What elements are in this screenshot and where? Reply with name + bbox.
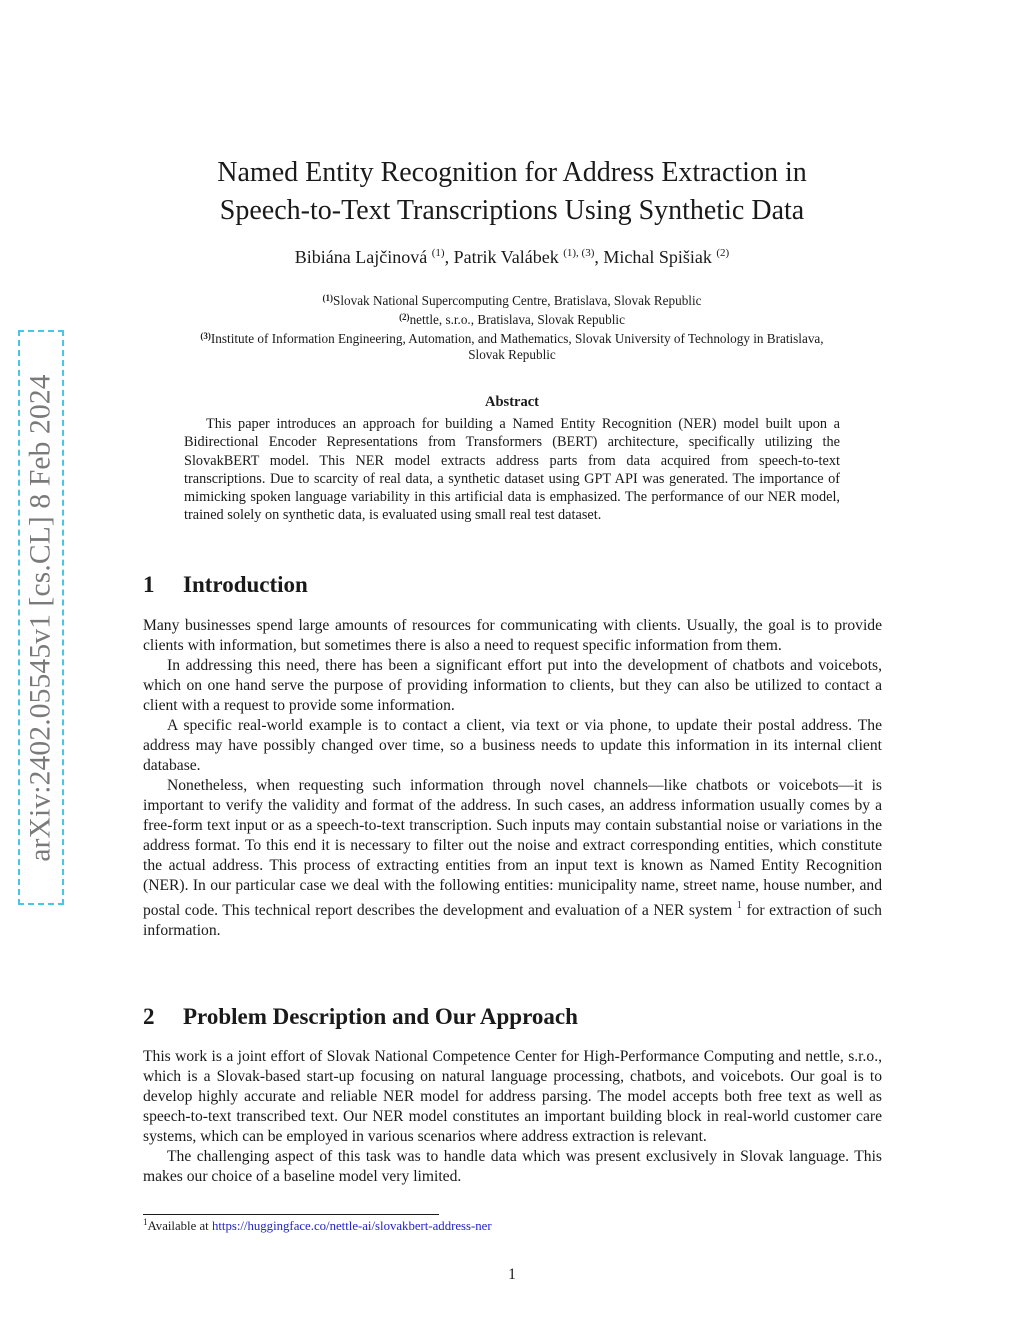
affiliation-line — [0, 347, 1024, 363]
page-number: 1 — [508, 1266, 516, 1283]
paragraph: A specific real-world example is to contact a client, via text or via phone, to update their postal address. The address may have possibly changed over time, so a business needs to update this information in its internal client database. — [143, 717, 882, 774]
affiliation-text: Slovak National Supercomputing Centre, Bratislava, Slovak Republic — [333, 293, 702, 308]
arxiv-stamp — [18, 330, 64, 905]
section-heading-problem-description — [143, 1004, 578, 1030]
section-number: 2 — [143, 1004, 155, 1029]
author-name: Michal Spišiak — [603, 247, 712, 267]
affiliation-mark: (2) — [399, 312, 410, 322]
affiliation-line — [0, 290, 1024, 309]
section-title: Introduction — [183, 572, 308, 597]
paragraph-text: for extraction of such information. — [143, 902, 882, 939]
paragraph: This work is a joint effort of Slovak National Competence Center for High-Performance Computing and nettle, s.r.o., which is a Slovak-based start-up focusing on natural language processing, chatbots, and voicebots. Our goal is to develop highly accurate and reliable NER model for address parsing. The model accepts both free text as well as speech-to-text transcribed text. Our NER model constitutes an important building block in real-world customer care systems, which can be employed in various scenarios where address extraction is relevant. — [143, 1048, 882, 1145]
author-name: Patrik Valábek — [453, 247, 559, 267]
abstract-heading: Abstract — [485, 394, 539, 410]
author-separator: , — [444, 247, 454, 267]
paragraph — [143, 776, 882, 941]
author-list — [0, 247, 1024, 268]
section-title: Problem Description and Our Approach — [183, 1004, 578, 1029]
footnote — [143, 1217, 492, 1234]
paper-title — [0, 154, 1024, 230]
footnote-mark: 1 — [143, 1217, 148, 1227]
affiliation-text: nettle, s.r.o., Bratislava, Slovak Republic — [409, 312, 625, 327]
affiliation-line — [0, 328, 1024, 347]
title-line-2: Speech-to-Text Transcriptions Using Synthetic Data — [219, 195, 805, 226]
affiliation-line — [0, 309, 1024, 328]
author-name: Bibiána Lajčinová — [294, 247, 428, 267]
footnote-divider — [143, 1214, 439, 1215]
affiliation-text: Institute of Information Engineering, Automation, and Mathematics, Slovak University of Technology in Bratislava, — [210, 331, 824, 346]
author-affiliation-mark: (2) — [716, 247, 730, 259]
section-body-problem-description — [143, 1047, 882, 1187]
affiliations — [0, 290, 1024, 363]
affiliation-mark: (1) — [322, 293, 334, 303]
paragraph: Many businesses spend large amounts of resources for communicating with clients. Usually, the goal is to provide clients with information, but sometimes there is also a need to request specific information from them. — [143, 617, 882, 654]
affiliation-mark: (3) — [200, 331, 211, 341]
section-number: 1 — [143, 572, 155, 597]
abstract-text: This paper introduces an approach for building a Named Entity Recognition (NER) model built upon a Bidirectional Encoder Representations from Transformers (BERT) architecture, specifically utilizing the SlovakBERT model. This NER model extracts address parts from data acquired from speech-to-text transcriptions. Due to scarcity of real data, a synthetic dataset using GPT API was generated. The importance of mimicking spoken language variability in this artificial data is emphasized. The performance of our NER model, trained solely on synthetic data, is evaluated using small real test dataset. — [184, 416, 840, 524]
paragraph: In addressing this need, there has been a significant effort put into the development of chatbots and voicebots, which on one hand serve the purpose of providing information to clients, but they can also be utilized to contact a client with a request to provide some information. — [143, 657, 882, 714]
arxiv-identifier: arXiv:2402.05545v1 [cs.CL] 8 Feb 2024 — [24, 373, 57, 862]
footnote-url-link[interactable]: https://huggingface.co/nettle-ai/slovakbert-address-ner — [211, 1219, 492, 1233]
section-heading-introduction — [143, 572, 308, 598]
affiliation-text: Slovak Republic — [468, 347, 556, 362]
section-body-introduction — [143, 616, 882, 941]
author-separator: , — [594, 247, 604, 267]
footnote-reference-link[interactable]: 1 — [736, 900, 742, 911]
author-affiliation-mark: (1) — [431, 247, 445, 259]
author-affiliation-mark: (1), (3) — [563, 247, 595, 259]
title-line-1: Named Entity Recognition for Address Extraction in — [217, 157, 807, 188]
footnote-text: Available at — [147, 1219, 212, 1233]
paragraph: The challenging aspect of this task was to handle data which was present exclusively in Slovak language. This makes our choice of a baseline model very limited. — [143, 1148, 882, 1185]
paragraph-text: Nonetheless, when requesting such information through novel channels—like chatbots or voicebots—it is important to verify the validity and format of the address. In such cases, an address information usually comes by a free-form text input or as a speech-to-text transcription. Such inputs may contain substantial noise or variations in the address format. To this end it is necessary to filter out the noise and extract corresponding entities, which constitute the actual address. This process of extracting entities from an input text is known as Named Entity Recognition (NER). In our particular case we deal with the following entities: municipality name, street name, house number, and postal code. This technical report describes the development and evaluation of a NER system — [143, 777, 882, 919]
